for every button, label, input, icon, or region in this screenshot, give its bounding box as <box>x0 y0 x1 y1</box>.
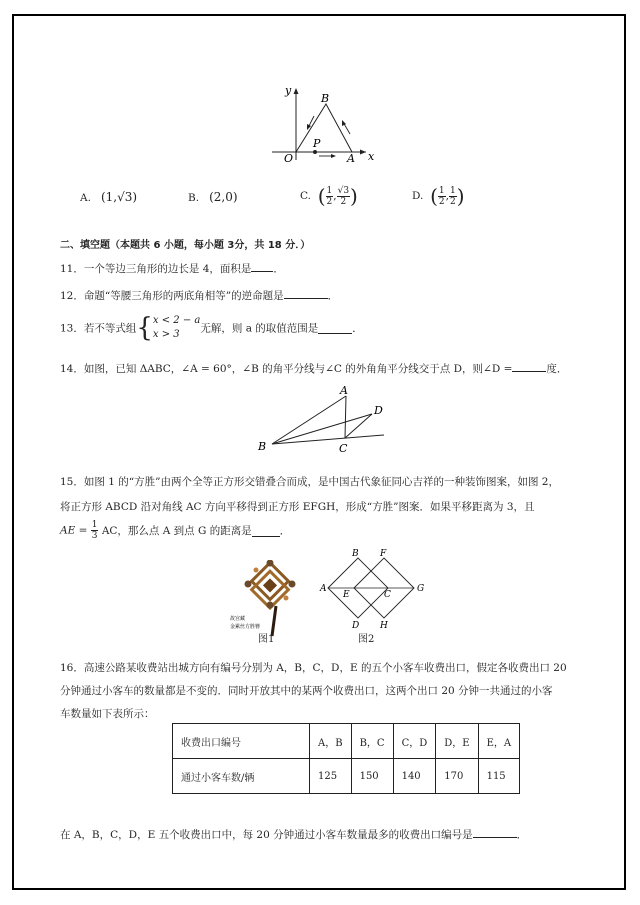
label-d: D <box>374 404 383 417</box>
inequality-system: x < 2 − a x > 3 <box>152 315 201 340</box>
label-b: B <box>321 92 330 105</box>
svg-text:B: B <box>352 549 359 559</box>
label-a: A <box>340 384 348 397</box>
question-16-line-2: 分钟通过小客车的数量都是不变的．同时开放其中的某两个收费出口，这两个出口 20 分钟一共通过的小客 <box>60 685 553 697</box>
x-axis-arrow <box>360 150 366 155</box>
table-cell: 170 <box>436 759 478 794</box>
arrow-along-ab-head <box>342 120 346 126</box>
table-cell: 140 <box>393 759 436 794</box>
svg-text:D: D <box>352 621 360 630</box>
table-cell: B，C <box>351 724 393 759</box>
line-ba <box>272 396 346 444</box>
answer-blank-11[interactable] <box>251 260 273 272</box>
q14-triangle-figure <box>250 382 400 454</box>
option-a: A. (1,√3) <box>80 190 138 204</box>
question-15-line-2: 将正方形 ABCD 沿对角线 AC 方向平移得到正方形 EFGH，形成“方胜”图案．如果平移距离为 3，且 <box>60 501 535 513</box>
question-15-line-1: 15．如图 1 的“方胜”由两个全等正方形交错叠合而成，是中国古代象征同心吉祥的一种装饰图案，如图 2， <box>60 476 559 488</box>
svg-text:C: C <box>384 590 391 600</box>
svg-text:G: G <box>417 584 425 594</box>
label-b: B <box>258 440 267 453</box>
photo-caption-2: 金累丝方胜簪 <box>230 624 261 630</box>
table-cell: 115 <box>478 759 520 794</box>
label-o: O <box>284 152 294 165</box>
line-ac <box>345 396 346 438</box>
table-row <box>173 724 520 759</box>
row-header-exit-id: 收费出口编号 <box>173 724 310 759</box>
answer-blank-15[interactable] <box>252 525 280 537</box>
section-2-title: 二、填空题（本题共 6 小题，每小题 3分，共 18 分．） <box>60 240 311 251</box>
fraction-one-third: $\frac{1}{3}$ <box>91 520 98 541</box>
point-p-dot <box>313 150 317 154</box>
coordinate-figure <box>270 84 380 166</box>
photo-caption-1: 故宫藏 <box>230 616 246 622</box>
brace: { <box>136 313 153 343</box>
svg-text:A: A <box>320 584 327 594</box>
table-cell: 125 <box>310 759 352 794</box>
question-11: 11．一个等边三角形的边长是 4，面积是 ． <box>60 260 284 276</box>
answer-blank-14[interactable] <box>512 360 546 372</box>
table-cell: A，B <box>310 724 352 759</box>
question-13: 13．若不等式组{ x < 2 − a x > 3 无解，则 a 的取值范围是 ． <box>60 313 363 343</box>
arrow-along-oa-head <box>331 154 336 158</box>
svg-text:E: E <box>343 590 350 600</box>
fangsheng-diagram <box>318 548 438 630</box>
svg-text:H: H <box>380 621 388 630</box>
question-12: 12．命题“等腰三角形的两底角相等”的逆命题是 ． <box>60 287 338 303</box>
label-y: y <box>285 84 292 97</box>
answer-blank-13[interactable] <box>318 322 352 334</box>
figure-2-label: 图2 <box>358 634 375 645</box>
triangle-oba <box>296 104 352 152</box>
question-16-ask: 在 A，B，C，D，E 五个收费出口中，每 20 分钟通过小客车数量最多的收费出口编号是 ． <box>60 826 527 842</box>
option-c: C. ( $\frac{1}{2}$ , $\frac{√3}{2}$ ) <box>300 184 358 208</box>
table-cell: 150 <box>351 759 393 794</box>
answer-blank-12[interactable] <box>284 287 328 299</box>
question-16-line-3: 车数量如下表所示： <box>60 708 155 720</box>
line-bc-extended <box>272 435 384 444</box>
answer-blank-16[interactable] <box>473 826 517 838</box>
label-p: P <box>313 137 321 150</box>
table-cell: C，D <box>393 724 436 759</box>
label-c: C <box>339 442 348 454</box>
table-row <box>173 759 520 794</box>
table-cell: E，A <box>478 724 520 759</box>
question-16-line-1: 16．高速公路某收费站出城方向有编号分别为 A，B，C，D，E 的五个小客车收费出口，假定各收费出口 20 <box>60 662 567 674</box>
row-header-car-count: 通过小客车数/辆 <box>173 759 310 794</box>
y-axis-arrow <box>294 88 299 94</box>
option-b-value: (2,0) <box>209 190 238 204</box>
option-d: D. ( $\frac{1}{2}$ , $\frac{1}{2}$ ) <box>412 184 465 208</box>
table-cell: D，E <box>436 724 478 759</box>
question-14: 14．如图，已知 ΔABC，∠A = 60°，∠B 的角平分线与∠C 的外角角平分线交于点 D，则∠D = 度． <box>60 360 567 376</box>
label-x: x <box>368 150 375 163</box>
option-a-value: (1,√3) <box>100 190 138 204</box>
question-15-line-3: AE = $\frac{1}{3}$ AC，那么点 A 到点 G 的距离是 ． <box>60 520 291 541</box>
toll-exit-table <box>172 723 520 794</box>
option-b: B. (2,0) <box>188 190 238 204</box>
svg-text:F: F <box>380 549 387 559</box>
label-a: A <box>347 152 355 165</box>
figure-1-label: 图1 <box>258 634 275 645</box>
